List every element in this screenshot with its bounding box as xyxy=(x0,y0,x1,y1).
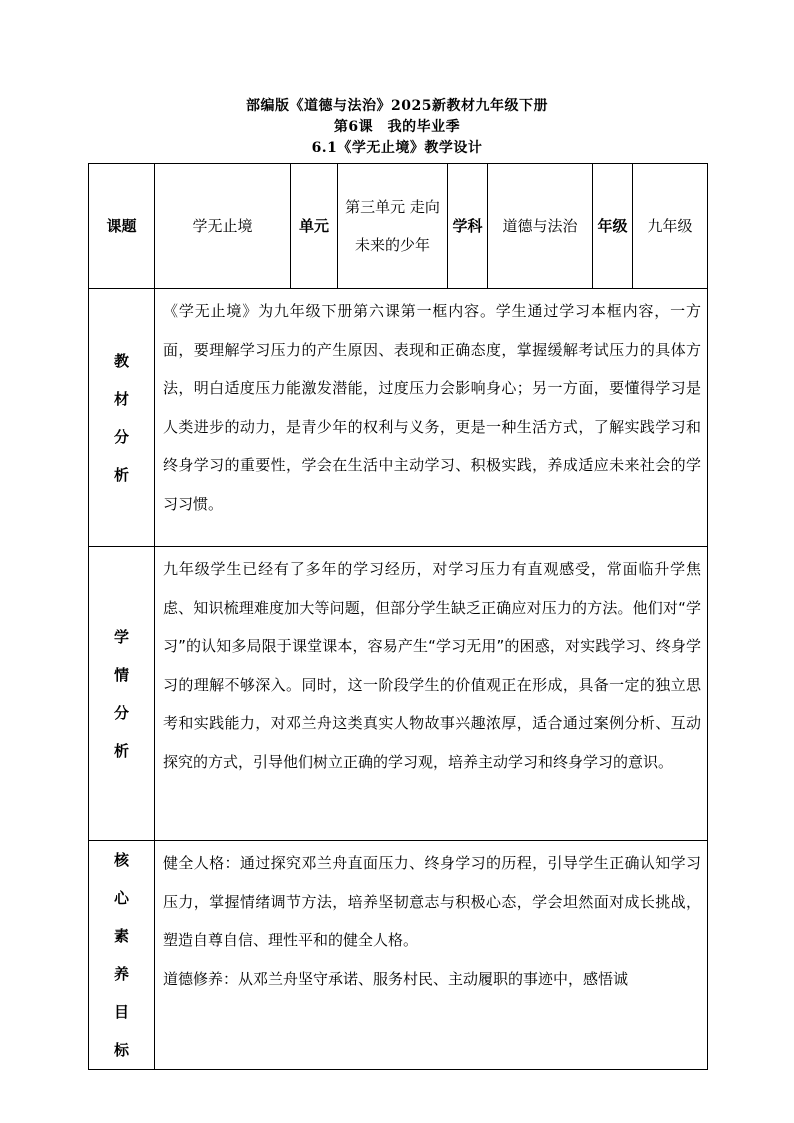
document-title-block xyxy=(0,96,794,159)
student-analysis-paragraph: 九年级学生已经有了多年的学习经历，对学习压力有直观感受，常面临升学焦虑、知识梳理难度加大等问题，但部分学生缺乏正确应对压力的方法。他们对“学习”的认知多局限于课堂课本，容易产生“学习无用”的困惑，对实践学习、终身学习的理解不够深入。同时，这一阶段学生的价值观正在形成，具备一定的独立思考和实践能力，对邓兰舟这类真实人物故事兴趣浓厚，适合通过案例分析、互动探究的方式，引导他们树立正确的学习观，培养主动学习和终身学习的意识。 xyxy=(163,560,701,771)
unit-label: 单元 xyxy=(291,164,338,289)
core-goals-text xyxy=(155,841,708,1070)
material-analysis-row xyxy=(89,289,708,547)
title-line-3: 6.1《学无止境》教学设计 xyxy=(311,140,483,156)
student-analysis-label: 学情分析 xyxy=(89,547,155,841)
core-goals-row xyxy=(89,841,708,1070)
core-goals-paragraph-1: 健全人格：通过探究邓兰舟直面压力、终身学习的历程，引导学生正确认知学习压力，掌握情绪调节方法，培养坚韧意志与积极心态，学会坦然面对成长挑战，塑造自尊自信、理性平和的健全人格。 xyxy=(163,854,701,949)
student-analysis-row xyxy=(89,547,708,841)
material-analysis-paragraph: 《学无止境》为九年级下册第六课第一框内容。学生通过学习本框内容，一方面，要理解学习压力的产生原因、表现和正确态度，掌握缓解考试压力的具体方法，明白适度压力能激发潜能，过度压力会影响身心；另一方面，要懂得学习是人类进步的动力，是青少年的权利与义务，更是一种生活方式，了解实践学习和终身学习的重要性，学会在生活中主动学习、积极实践，养成适应未来社会的学习习惯。 xyxy=(163,302,701,513)
grade-label: 年级 xyxy=(593,164,633,289)
subject-value: 道德与法治 xyxy=(488,164,593,289)
title-line-1: 部编版《道德与法治》2025新教材九年级下册 xyxy=(246,98,548,114)
header-row xyxy=(89,164,708,289)
subject-label: 学科 xyxy=(448,164,488,289)
material-analysis-label: 教材分析 xyxy=(89,289,155,547)
title-line-2: 第6课 我的毕业季 xyxy=(333,119,461,135)
unit-value: 第三单元 走向未来的少年 xyxy=(338,164,448,289)
lesson-value: 学无止境 xyxy=(155,164,291,289)
lesson-plan-table xyxy=(88,163,708,1070)
student-analysis-text xyxy=(155,547,708,841)
grade-value: 九年级 xyxy=(633,164,708,289)
core-goals-label: 核心素养目标 xyxy=(89,841,155,1070)
core-goals-paragraph-2: 道德修养：从邓兰舟坚守承诺、服务村民、主动履职的事迹中，感悟诚 xyxy=(163,969,629,988)
lesson-label: 课题 xyxy=(89,164,155,289)
material-analysis-text xyxy=(155,289,708,547)
